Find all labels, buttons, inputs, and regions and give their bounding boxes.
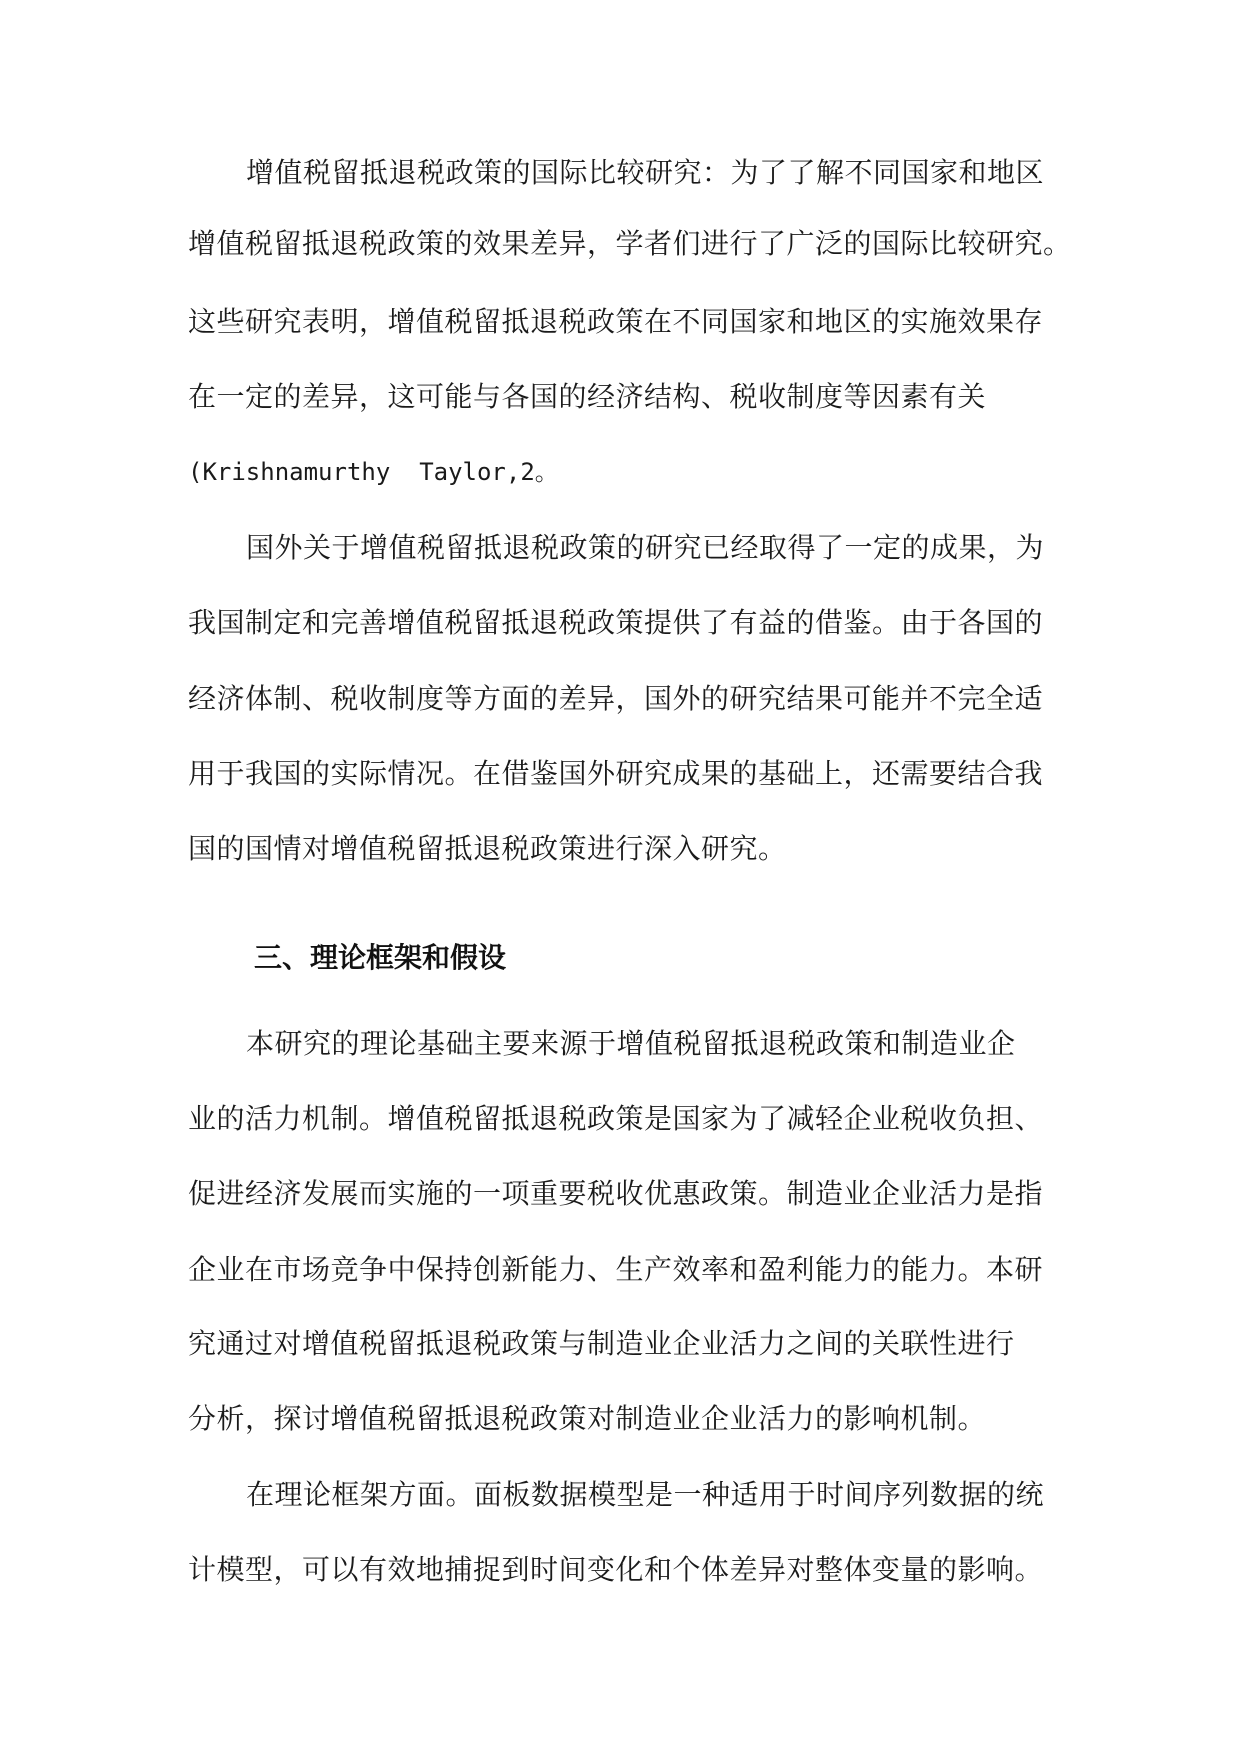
citation-line: (Krishnamurthy Taylor,2。 xyxy=(188,458,559,486)
paragraph-line: 我国制定和完善增值税留抵退税政策提供了有益的借鉴。由于各国的 xyxy=(188,606,1044,639)
paragraph-line: 这些研究表明，增值税留抵退税政策在不同国家和地区的实施效果存 xyxy=(188,305,1044,338)
paragraph-line: 企业在市场竞争中保持创新能力、生产效率和盈利能力的能力。本研 xyxy=(188,1253,1044,1286)
paragraph-line: 用于我国的实际情况。在借鉴国外研究成果的基础上，还需要结合我 xyxy=(188,757,1044,790)
paragraph-line: 经济体制、税收制度等方面的差异，国外的研究结果可能并不完全适 xyxy=(188,682,1044,715)
paragraph-line: 增值税留抵退税政策的国际比较研究：为了了解不同国家和地区 xyxy=(246,156,1045,189)
section-heading: 三、理论框架和假设 xyxy=(254,941,507,974)
paragraph-line: 业的活力机制。增值税留抵退税政策是国家为了减轻企业税收负担、 xyxy=(188,1102,1044,1135)
paragraph-line: 分析，探讨增值税留抵退税政策对制造业企业活力的影响机制。 xyxy=(188,1402,987,1435)
paragraph-line: 国的国情对增值税留抵退税政策进行深入研究。 xyxy=(188,832,787,865)
paragraph-line: 在理论框架方面。面板数据模型是一种适用于时间序列数据的统 xyxy=(246,1478,1045,1511)
paragraph-line: 计模型，可以有效地捕捉到时间变化和个体差异对整体变量的影响。 xyxy=(188,1553,1044,1586)
paragraph-line: 国外关于增值税留抵退税政策的研究已经取得了一定的成果，为 xyxy=(246,531,1045,564)
paragraph-line: 本研究的理论基础主要来源于增值税留抵退税政策和制造业企 xyxy=(246,1027,1016,1060)
paragraph-line: 促进经济发展而实施的一项重要税收优惠政策。制造业企业活力是指 xyxy=(188,1177,1044,1210)
paragraph-line: 增值税留抵退税政策的效果差异，学者们进行了广泛的国际比较研究。 xyxy=(188,227,1072,260)
paragraph-line: 究通过对增值税留抵退税政策与制造业企业活力之间的关联性进行 xyxy=(188,1327,1015,1360)
paragraph-line: 在一定的差异，这可能与各国的经济结构、税收制度等因素有关 xyxy=(188,380,987,413)
